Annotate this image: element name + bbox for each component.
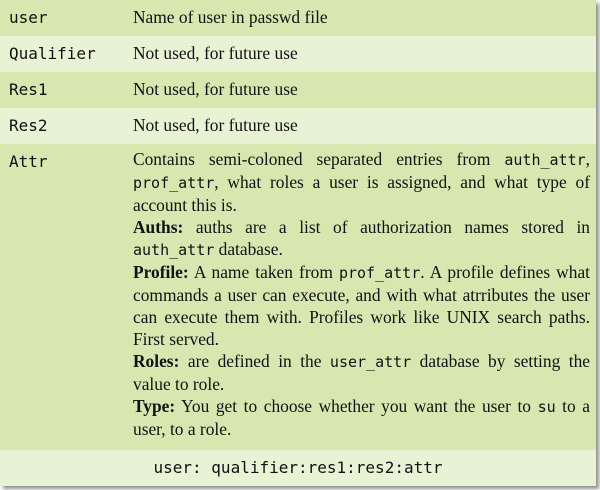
row-key: Attr (9, 152, 48, 171)
syntax-row (0, 450, 596, 486)
table-row-res1 (0, 72, 596, 108)
row-value: Not used, for future use (133, 43, 298, 63)
row-key: user (9, 8, 48, 27)
attr-auths: Auths: auths are a list of authorization names stored in auth_attr database. (133, 217, 590, 259)
syntax-line: user: qualifier:res1:res2:attr (153, 458, 443, 477)
row-key: Qualifier (9, 44, 96, 63)
table-row-attr (0, 144, 596, 450)
table-row-user (0, 0, 596, 36)
attr-intro: Contains semi-coloned separated entries from auth_attr, prof_attr, what roles a user is assigned, and what type of account this is. (133, 149, 590, 215)
row-key: Res1 (9, 80, 48, 99)
attr-profile: Profile: A name taken from prof_attr. A profile defines what commands a user can execute, and with what atrributes the user can execute them with. Profiles work like UNIX search paths. First served. (133, 262, 590, 349)
row-value: Not used, for future use (133, 79, 298, 99)
row-value: Not used, for future use (133, 115, 298, 135)
row-value: Name of user in passwd file (133, 7, 328, 27)
attr-type: Type: You get to choose whether you want the user to su to a user, to a role. (133, 396, 590, 439)
attr-description (133, 148, 590, 440)
attr-roles: Roles: are defined in the user_attr database by setting the value to role. (133, 351, 590, 394)
table-row-qualifier (0, 36, 596, 72)
table-row-res2 (0, 108, 596, 144)
row-key: Res2 (9, 116, 48, 135)
